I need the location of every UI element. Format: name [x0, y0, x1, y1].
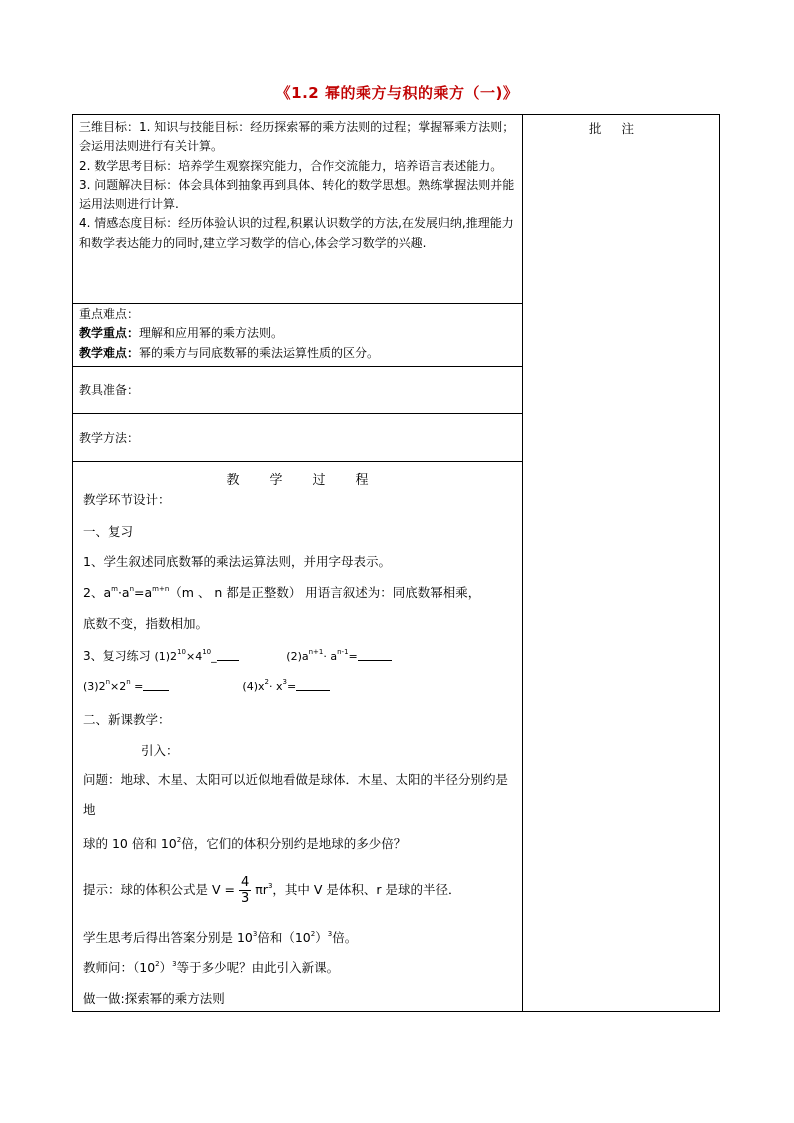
process-title-char: 教 — [226, 473, 240, 488]
objective-thinking: 2. 数学思考目标：培养学生观察探究能力，合作交流能力，培养语言表述能力。 — [79, 158, 503, 173]
new-lesson-heading: 二、新课教学： — [83, 712, 171, 727]
teacher-question: 教师问：$(10^2)^3$等于多少呢？由此引入新课。 — [83, 960, 340, 975]
notes-column-header: 批注 — [588, 121, 654, 136]
objective-attitude: 4. 情感态度目标：经历体验认识的过程,积累认识数学的方法,在发展归纳,推理能力和数学表达能力的同时,建立学习数学的信心,体会学习数学的兴趣. — [79, 216, 514, 250]
column-divider — [522, 115, 523, 1011]
process-title-char: 程 — [355, 473, 369, 488]
row-divider — [73, 413, 522, 414]
review-heading: 一、复习 — [83, 524, 134, 539]
teaching-focus — [79, 324, 516, 343]
review-item-2-cont: 底数不变，指数相加。 — [83, 616, 209, 631]
difficulty-text: 幂的乘方与同底数幂的乘法运算性质的区分。 — [139, 345, 380, 360]
review-item-1: 1、学生叙述同底数幂的乘法运算法则，并用字母表示。 — [83, 554, 391, 569]
process-title-char: 学 — [269, 473, 283, 488]
question-text-cont: 球的 10 倍和 $10^2$倍，它们的体积分别约是地球的多少倍？ — [83, 836, 407, 851]
row-divider — [73, 303, 522, 304]
row-divider — [73, 366, 522, 367]
intro-label: 引入： — [141, 743, 179, 758]
try-it-heading: 做一做:探索幂的乘方法则 — [83, 991, 225, 1006]
design-heading: 教学环节设计： — [83, 492, 171, 507]
teaching-difficulty — [79, 344, 516, 363]
focus-label: 教学重点： — [79, 326, 140, 341]
row-divider — [73, 461, 522, 462]
fraction-four-thirds: $\frac{4}{3}$ — [240, 875, 250, 906]
practice-row-2: $(3)2^n\times 2^n = (4)x^2\cdot x^3=$ — [83, 672, 518, 702]
practice-row-1: 3、复习练习 $(1)2^{10}\times 4^{10}\_$ $(2)a^{n+1}\cdot a^{n-1}=$ — [83, 641, 518, 672]
hint-text: 提示：球的体积公式是 V = $\frac{4}{3}$ $\pi r^3$，其中 V 是体积、r 是球的半径． — [83, 875, 461, 906]
page-title: 《1.2 幂的乘方与积的乘方（一)》 — [275, 84, 519, 102]
answer-text: 学生思考后得出答案分别是 $10^3$倍和$(10^2)^3$倍。 — [83, 930, 358, 945]
key-points-cell — [79, 305, 516, 363]
method-label: 教学方法： — [79, 431, 140, 445]
objectives-cell — [79, 118, 516, 253]
lesson-plan-table — [72, 114, 720, 1012]
review-item-2: 2、$a^m\cdot a^n=a^{m+n}(m$ 、 n 都是正整数） 用语言叙述为：同底数幂相乘， — [83, 585, 481, 600]
focus-text: 理解和应用幂的乘方法则。 — [139, 326, 284, 341]
question-text: 问题：地球、木星、太阳可以近似地看做是球体．木星、太阳的半径分别约是地 — [83, 772, 509, 817]
objective-knowledge: 三维目标：1. 知识与技能目标：经历探索幂的乘方法则的过程；掌握幂乘方法则；会运用法则进行有关计算。 — [79, 120, 515, 154]
key-points-heading: 重点难点： — [79, 307, 140, 321]
tools-label: 教具准备： — [79, 383, 140, 397]
process-title-char: 过 — [312, 473, 326, 488]
objective-problem-solving: 3. 问题解决目标：体会具体到抽象再到具体、转化的数学思想。熟练掌握法则并能运用法则进行计算. — [79, 177, 515, 212]
difficulty-label: 教学难点： — [79, 345, 140, 360]
